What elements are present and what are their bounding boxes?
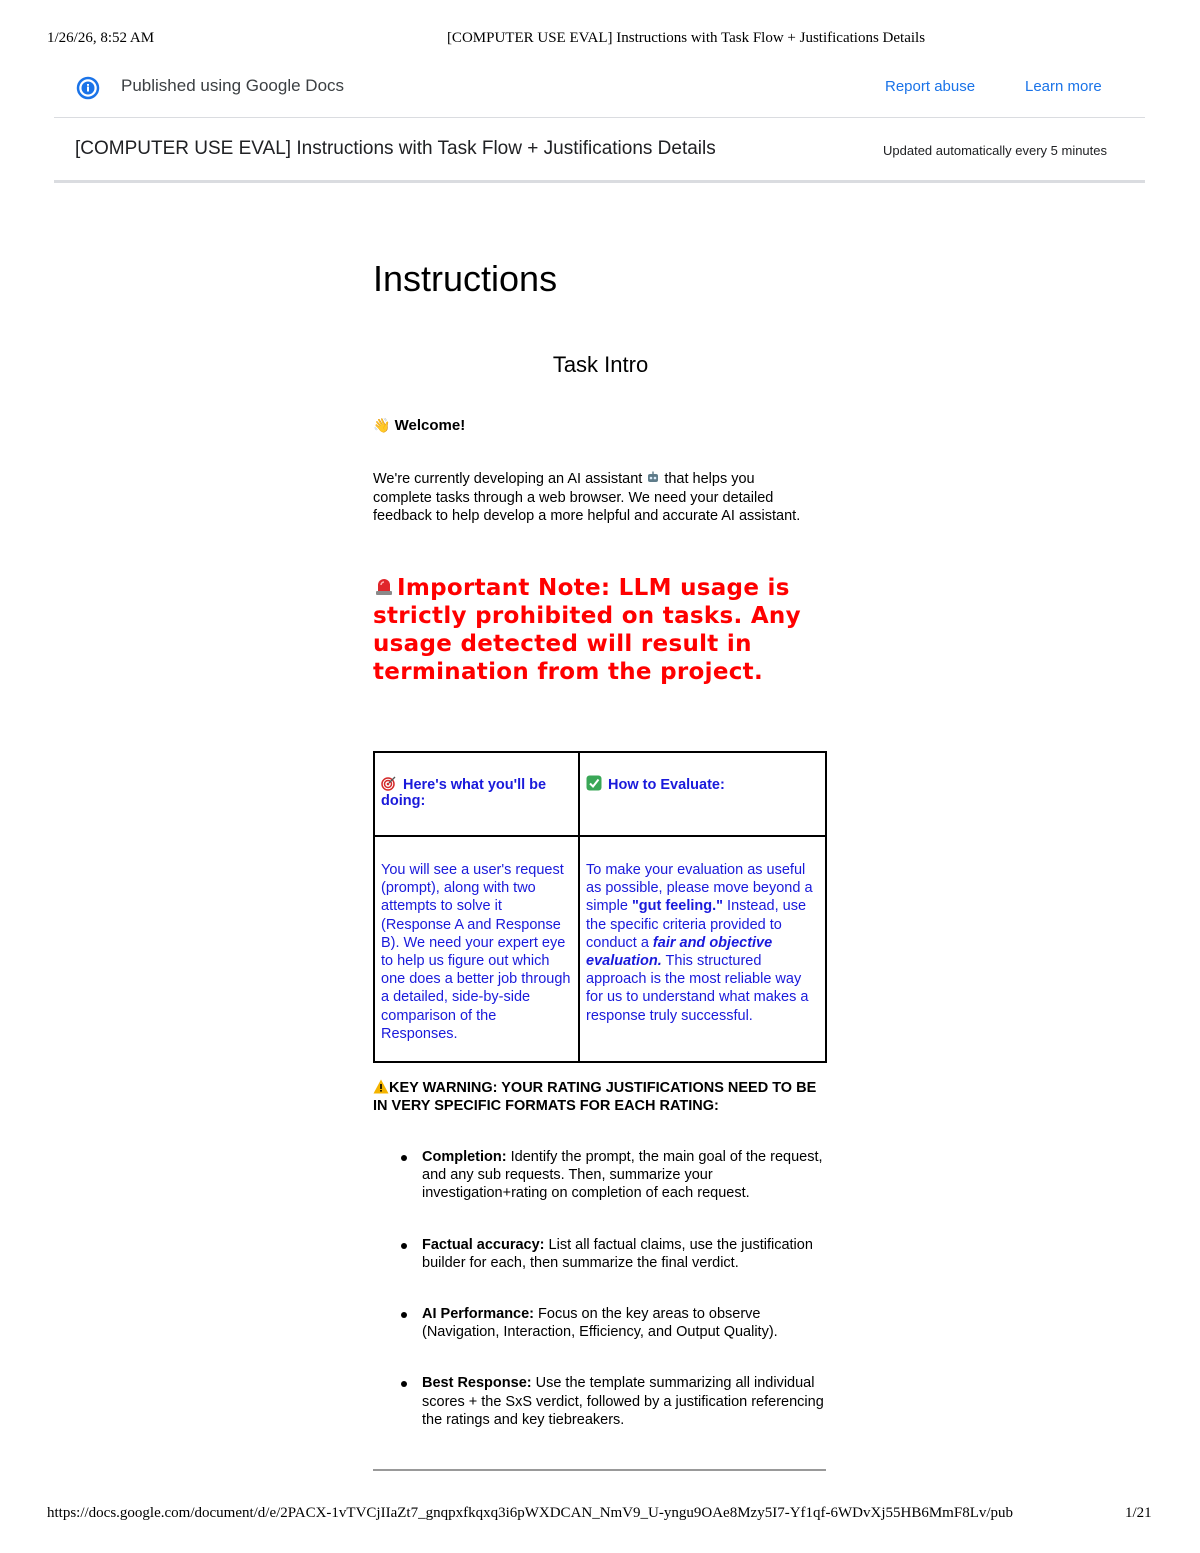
print-datetime: 1/26/26, 8:52 AM	[47, 30, 155, 46]
criteria-list	[373, 1148, 828, 1429]
table-cell-doing: You will see a user's request (prompt), along with two attempts to solve it (Response A and Response B). We need your expert eye to help us figure out which one does a better job through a detailed, side-by-side comparison of the Responses.	[374, 836, 579, 1062]
bar-divider	[54, 117, 1145, 118]
table-header-evaluate	[579, 752, 826, 836]
check-box-icon	[586, 775, 602, 791]
doc-title: [COMPUTER USE EVAL] Instructions with Task Flow + Justifications Details	[75, 138, 716, 159]
table-header-doing	[374, 752, 579, 836]
print-url: https://docs.google.com/document/d/e/2PACX-1vTVCjIIaZt7_gnqpxfkqxq3i6pWXDCAN_NmV9_U-yngu9OAe8Mzy5I7-Yf1qf-6WDvXj55HB6MmF8Lv/pub	[47, 1505, 1014, 1521]
evaluate-gut-feeling: "gut feeling."	[631, 898, 724, 915]
published-bar	[54, 70, 1145, 104]
criterion-label: Best Response:	[422, 1375, 532, 1392]
waving-hand-icon: 👋	[373, 418, 391, 434]
table-header-row	[374, 752, 826, 836]
update-notice: Updated automatically every 5 minutes	[883, 143, 1108, 158]
print-page-number: 1/21	[1125, 1505, 1152, 1521]
info-icon[interactable]	[76, 76, 100, 100]
important-note-text: Important Note: LLM usage is strictly prohibited on tasks. Any usage detected will result in termination from the project.	[373, 575, 801, 685]
important-note	[373, 574, 828, 686]
criterion-text: List all factual claims, use the justification builder for each, then summarize the final verdict.	[422, 1236, 813, 1271]
welcome-line	[373, 417, 465, 434]
report-abuse-link[interactable]: Report abuse	[885, 78, 976, 95]
target-icon	[381, 775, 397, 791]
print-header	[0, 30, 1200, 50]
key-warning	[373, 1079, 828, 1115]
criterion-label: Completion:	[422, 1149, 507, 1165]
warning-icon	[373, 1079, 389, 1094]
evaluate-text-3: This structured approach is the most reliable way for us to understand what makes a response truly successful.	[586, 953, 809, 1024]
page-heading: Instructions	[373, 258, 558, 299]
list-item	[373, 1148, 828, 1203]
key-warning-text: KEY WARNING: YOUR RATING JUSTIFICATIONS NEED TO BE IN VERY SPECIFIC FORMATS FOR EACH RATING:	[373, 1080, 817, 1114]
title-divider	[54, 180, 1145, 183]
list-item	[373, 1374, 828, 1429]
evaluation-table	[373, 751, 827, 1063]
evaluate-text-2: Instead, use the specific criteria provided to conduct a	[586, 898, 807, 951]
criterion-text: Use the template summarizing all individual scores + the SxS verdict, followed by a justification referencing the ratings and key tiebreakers.	[422, 1375, 824, 1428]
evaluate-text-1: To make your evaluation as useful as possible, please move beyond a simple	[586, 862, 813, 915]
print-title-wrap	[0, 30, 1200, 47]
print-footer	[0, 1505, 1200, 1525]
print-title: [COMPUTER USE EVAL] Instructions with Task Flow + Justifications Details	[446, 30, 926, 46]
published-label: Published using Google Docs	[121, 76, 345, 95]
intro-text-2: that helps you complete tasks through a web browser. We need your detailed feedback to help develop a more helpful and accurate AI assistant.	[373, 471, 801, 524]
criterion-text: Identify the prompt, the main goal of the request, and any sub requests. Then, summarize your investigation+rating on completion of each request.	[422, 1149, 823, 1202]
list-item	[373, 1305, 828, 1341]
table-header-doing-label: Here's what you'll be doing:	[381, 777, 547, 809]
evaluate-fair-objective: fair and objective evaluation.	[586, 934, 773, 970]
list-item	[373, 1236, 828, 1272]
criterion-text: Focus on the key areas to observe (Navigation, Interaction, Efficiency, and Output Quality).	[422, 1306, 778, 1341]
intro-paragraph	[373, 470, 813, 526]
table-cell-evaluate	[579, 836, 826, 1062]
criterion-label: Factual accuracy:	[422, 1236, 545, 1253]
section-heading: Task Intro	[552, 352, 649, 377]
intro-text-1: We're currently developing an AI assistant	[373, 471, 647, 487]
horizontal-rule	[373, 1469, 826, 1471]
table-header-evaluate-label: How to Evaluate:	[608, 777, 725, 793]
learn-more-link[interactable]: Learn more	[1025, 78, 1102, 95]
table-body-row	[374, 836, 826, 1062]
criterion-label: AI Performance:	[422, 1306, 535, 1323]
siren-icon	[373, 575, 395, 597]
robot-icon	[646, 471, 660, 484]
welcome-text: Welcome!	[394, 417, 466, 434]
